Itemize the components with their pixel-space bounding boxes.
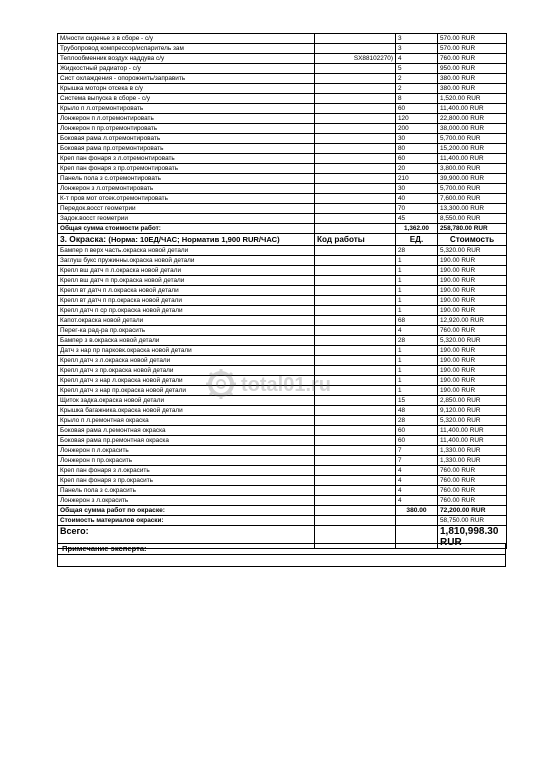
body-work-code: [315, 184, 396, 194]
body-work-operation: Боковая рама л.отремонтировать: [58, 134, 315, 144]
estimate-table: [57, 33, 507, 549]
body-work-units: 5: [396, 64, 438, 74]
body-work-row: [58, 174, 507, 184]
paint-work-operation: Бампер п верх часть.окраска новой детали: [58, 246, 315, 256]
paint-work-units: 4: [396, 476, 438, 486]
body-work-cost: 760.00 RUR: [438, 54, 507, 64]
body-work-code: [315, 134, 396, 144]
paint-work-operation: Перег-ка рад-ра пр.окрасить: [58, 326, 315, 336]
paint-work-units: 15: [396, 396, 438, 406]
paint-work-units: 4: [396, 486, 438, 496]
body-work-units: 60: [396, 104, 438, 114]
body-work-code: [315, 104, 396, 114]
paint-work-row: [58, 456, 507, 466]
col-code-header: Код работы: [315, 234, 396, 246]
body-work-cost: 570.00 RUR: [438, 44, 507, 54]
paint-work-row: [58, 276, 507, 286]
paint-work-row: [58, 426, 507, 436]
body-work-cost: 5,700.00 RUR: [438, 134, 507, 144]
body-work-operation: Система выпуска в сборе - с/у: [58, 94, 315, 104]
paint-work-units: 1: [396, 386, 438, 396]
paint-work-cost: 190.00 RUR: [438, 266, 507, 276]
paint-work-operation: Креп пан фонаря з пр.окрасить: [58, 476, 315, 486]
paint-work-code: [315, 496, 396, 506]
paint-work-units: 1: [396, 256, 438, 266]
body-work-cost: 15,200.00 RUR: [438, 144, 507, 154]
paint-work-code: [315, 326, 396, 336]
paint-work-units: 1: [396, 266, 438, 276]
body-work-code: [315, 204, 396, 214]
body-work-units: 210: [396, 174, 438, 184]
body-work-row: [58, 214, 507, 224]
paint-work-row: [58, 436, 507, 446]
section3-title-cell: [58, 234, 315, 246]
body-work-row: [58, 144, 507, 154]
paint-work-row: [58, 476, 507, 486]
paint-work-row: [58, 336, 507, 346]
paint-work-units: 60: [396, 436, 438, 446]
paint-work-cost: 760.00 RUR: [438, 476, 507, 486]
paint-work-units: 1: [396, 276, 438, 286]
paint-work-units: 48: [396, 406, 438, 416]
paint-work-row: [58, 486, 507, 496]
body-work-code: [315, 174, 396, 184]
body-work-cost: 5,700.00 RUR: [438, 184, 507, 194]
body-work-units: 2: [396, 74, 438, 84]
paint-work-operation: Лонжерон п пр.окрасить: [58, 456, 315, 466]
body-work-operation: Теплообменник воздух наддува с/у: [58, 54, 315, 64]
paint-work-operation: Крепл датч з нар л.окраска новой детали: [58, 376, 315, 386]
body-work-operation: Боковая рама пр.отремонтировать: [58, 144, 315, 154]
paint-work-code: [315, 426, 396, 436]
paint-work-row: [58, 406, 507, 416]
body-work-operation: Лонжерон п пр.отремонтировать: [58, 124, 315, 134]
subtotal-paint-label: Общая сумма работ по окраске:: [58, 506, 315, 516]
paint-work-cost: 760.00 RUR: [438, 466, 507, 476]
body-work-row: [58, 134, 507, 144]
body-work-units: 20: [396, 164, 438, 174]
body-work-row: [58, 44, 507, 54]
paint-work-row: [58, 446, 507, 456]
paint-work-cost: 2,850.00 RUR: [438, 396, 507, 406]
materials-cost: 58,750.00 RUR: [438, 516, 507, 526]
materials-code: [315, 516, 396, 526]
paint-work-operation: Датч з нар пр парковк.окраска новой детали: [58, 346, 315, 356]
paint-work-operation: Крепл вт датч п л.окраска новой детали: [58, 286, 315, 296]
paint-work-code: [315, 386, 396, 396]
paint-work-code: [315, 416, 396, 426]
paint-work-operation: Бампер з в.окраска новой детали: [58, 336, 315, 346]
body-work-operation: Лонжерон п л.отремонтировать: [58, 114, 315, 124]
paint-work-operation: Лонжерон з л.окрасить: [58, 496, 315, 506]
body-work-cost: 3,800.00 RUR: [438, 164, 507, 174]
body-work-row: [58, 54, 507, 64]
paint-work-cost: 190.00 RUR: [438, 356, 507, 366]
body-work-units: 70: [396, 204, 438, 214]
body-work-cost: 570.00 RUR: [438, 34, 507, 44]
body-work-row: [58, 184, 507, 194]
paint-work-cost: 9,120.00 RUR: [438, 406, 507, 416]
paint-work-cost: 760.00 RUR: [438, 486, 507, 496]
section3-title: 3. Окраска:: [60, 234, 107, 244]
body-work-operation: Трубопровод компрессор/испаритель зам: [58, 44, 315, 54]
subtotal-body-row: [58, 224, 507, 234]
body-work-units: 200: [396, 124, 438, 134]
paint-work-row: [58, 266, 507, 276]
body-work-units: 30: [396, 134, 438, 144]
body-work-units: 3: [396, 34, 438, 44]
paint-work-units: 28: [396, 416, 438, 426]
paint-work-code: [315, 286, 396, 296]
body-work-cost: 7,600.00 RUR: [438, 194, 507, 204]
paint-work-operation: Заглуш букс пружинны.окраска новой детали: [58, 256, 315, 266]
paint-work-row: [58, 316, 507, 326]
paint-work-code: [315, 336, 396, 346]
subtotal-paint-row: [58, 506, 507, 516]
col-cost-header: Стоимость: [438, 234, 507, 246]
body-work-code: [315, 114, 396, 124]
paint-work-row: [58, 306, 507, 316]
body-work-cost: 11,400.00 RUR: [438, 154, 507, 164]
paint-work-code: [315, 306, 396, 316]
body-work-cost: 13,300.00 RUR: [438, 204, 507, 214]
materials-units: [396, 516, 438, 526]
paint-work-row: [58, 286, 507, 296]
section3-header-row: [58, 234, 507, 246]
body-work-operation: Жидкостный радиатор - с/у: [58, 64, 315, 74]
body-work-row: [58, 104, 507, 114]
expert-note-body: [58, 555, 506, 567]
body-work-row: [58, 124, 507, 134]
paint-work-row: [58, 246, 507, 256]
paint-work-row: [58, 296, 507, 306]
paint-work-operation: Крышка багажника.окраска новой детали: [58, 406, 315, 416]
grand-total-label: Всего:: [58, 526, 315, 549]
paint-work-code: [315, 396, 396, 406]
paint-work-row: [58, 366, 507, 376]
materials-row: [58, 516, 507, 526]
paint-work-units: 7: [396, 456, 438, 466]
paint-work-code: [315, 356, 396, 366]
paint-work-operation: Капот.окраска новой детали: [58, 316, 315, 326]
body-work-cost: 380.00 RUR: [438, 84, 507, 94]
paint-work-code: [315, 266, 396, 276]
paint-work-operation: Крепл вш датч п л.окраска новой детали: [58, 266, 315, 276]
body-work-code: [315, 164, 396, 174]
paint-work-cost: 11,400.00 RUR: [438, 426, 507, 436]
body-work-units: 3: [396, 44, 438, 54]
body-work-code: [315, 44, 396, 54]
paint-work-units: 28: [396, 246, 438, 256]
paint-work-cost: 190.00 RUR: [438, 346, 507, 356]
grand-total-value: 1,810,998.30 RUR: [438, 526, 507, 549]
paint-work-units: 1: [396, 356, 438, 366]
body-work-row: [58, 154, 507, 164]
body-work-cost: 380.00 RUR: [438, 74, 507, 84]
paint-work-code: [315, 446, 396, 456]
body-work-code: [315, 194, 396, 204]
subtotal-paint-cost: 72,200.00 RUR: [438, 506, 507, 516]
paint-work-units: 4: [396, 326, 438, 336]
paint-work-row: [58, 466, 507, 476]
col-units-header: ЕД.: [396, 234, 438, 246]
body-work-cost: 1,520.00 RUR: [438, 94, 507, 104]
paint-work-units: 60: [396, 426, 438, 436]
body-work-code: SX88102270): [315, 54, 396, 64]
paint-work-cost: 1,330.00 RUR: [438, 446, 507, 456]
body-work-code: [315, 94, 396, 104]
paint-work-units: 1: [396, 366, 438, 376]
paint-works-section: [58, 246, 507, 506]
paint-work-units: 7: [396, 446, 438, 456]
subtotal-body-code: [315, 224, 396, 234]
watermark-text: total01.ru: [241, 374, 332, 396]
paint-work-code: [315, 296, 396, 306]
body-work-cost: 38,000.00 RUR: [438, 124, 507, 134]
paint-work-units: 28: [396, 336, 438, 346]
body-work-row: [58, 84, 507, 94]
paint-work-units: 1: [396, 296, 438, 306]
paint-work-code: [315, 406, 396, 416]
body-work-operation: М/ности сиденье з в сборе - с/у: [58, 34, 315, 44]
paint-work-cost: 190.00 RUR: [438, 276, 507, 286]
section3-norm: (Норма: 10ЕД/ЧАС; Норматив 1,900 RUR/ЧАС): [108, 235, 280, 244]
body-work-operation: Панель пола з с.отремонтировать: [58, 174, 315, 184]
subtotal-body-cost: 258,780.00 RUR: [438, 224, 507, 234]
body-work-units: 2: [396, 84, 438, 94]
body-work-cost: 8,550.00 RUR: [438, 214, 507, 224]
paint-work-operation: Боковая рама пр.ремонтная окраска: [58, 436, 315, 446]
body-work-cost: 950.00 RUR: [438, 64, 507, 74]
body-work-row: [58, 64, 507, 74]
body-work-units: 45: [396, 214, 438, 224]
paint-work-cost: 190.00 RUR: [438, 256, 507, 266]
paint-work-units: 68: [396, 316, 438, 326]
subtotal-body-units: 1,362.00: [396, 224, 438, 234]
paint-work-code: [315, 456, 396, 466]
body-work-operation: Крыло п л.отремонтировать: [58, 104, 315, 114]
paint-work-code: [315, 466, 396, 476]
body-work-operation: Креп пан фонаря з л.отремонтировать: [58, 154, 315, 164]
body-work-code: [315, 214, 396, 224]
body-work-units: 120: [396, 114, 438, 124]
body-work-cost: 11,400.00 RUR: [438, 104, 507, 114]
paint-work-cost: 5,320.00 RUR: [438, 336, 507, 346]
body-work-operation: К-т пров мот отсек.отремонтировать: [58, 194, 315, 204]
body-work-operation: Передок.восст геометрии: [58, 204, 315, 214]
subtotal-paint-code: [315, 506, 396, 516]
paint-work-row: [58, 256, 507, 266]
body-work-operation: Крышка моторн отсека в с/у: [58, 84, 315, 94]
body-work-code: [315, 154, 396, 164]
paint-work-operation: Крепл вт датч п пр.окраска новой детали: [58, 296, 315, 306]
paint-work-operation: Крепл датч з пр.окраска новой детали: [58, 366, 315, 376]
body-work-operation: Креп пан фонаря з пр.отремонтировать: [58, 164, 315, 174]
body-work-operation: Сист охлаждения - опорожнить/заправить: [58, 74, 315, 84]
body-work-operation: Задок.восст геометрии: [58, 214, 315, 224]
subtotal-body-label: Общая сумма стоимости работ:: [58, 224, 315, 234]
body-work-row: [58, 204, 507, 214]
body-work-operation: Лонжерон з л.отремонтировать: [58, 184, 315, 194]
body-work-units: 60: [396, 154, 438, 164]
paint-work-operation: Лонжерон п л.окрасить: [58, 446, 315, 456]
paint-work-units: 1: [396, 306, 438, 316]
body-work-code: [315, 124, 396, 134]
body-work-row: [58, 74, 507, 84]
paint-work-code: [315, 476, 396, 486]
paint-work-row: [58, 326, 507, 336]
paint-work-cost: 190.00 RUR: [438, 376, 507, 386]
expert-note-table: [57, 543, 506, 567]
paint-work-cost: 5,320.00 RUR: [438, 416, 507, 426]
paint-work-code: [315, 276, 396, 286]
paint-work-operation: Креп пан фонаря з л.окрасить: [58, 466, 315, 476]
paint-work-code: [315, 256, 396, 266]
paint-work-row: [58, 386, 507, 396]
materials-label: Стоимость материалов окраски:: [58, 516, 315, 526]
body-work-cost: 22,800.00 RUR: [438, 114, 507, 124]
body-work-units: 40: [396, 194, 438, 204]
body-work-code: [315, 74, 396, 84]
body-work-row: [58, 34, 507, 44]
paint-work-cost: 190.00 RUR: [438, 296, 507, 306]
paint-work-code: [315, 366, 396, 376]
paint-work-row: [58, 346, 507, 356]
paint-work-code: [315, 436, 396, 446]
paint-work-cost: 190.00 RUR: [438, 366, 507, 376]
paint-work-operation: Крепл датч з нар пр.окраска новой детали: [58, 386, 315, 396]
body-works-section: [58, 34, 507, 224]
paint-work-cost: 190.00 RUR: [438, 386, 507, 396]
paint-work-units: 1: [396, 286, 438, 296]
paint-work-units: 1: [396, 346, 438, 356]
paint-work-cost: 12,920.00 RUR: [438, 316, 507, 326]
paint-work-operation: Крыло п л.ремонтная окраска: [58, 416, 315, 426]
paint-work-cost: 760.00 RUR: [438, 496, 507, 506]
body-work-code: [315, 34, 396, 44]
body-work-units: 8: [396, 94, 438, 104]
body-work-cost: 39,900.00 RUR: [438, 174, 507, 184]
paint-work-operation: Крепл вш датч п пр.окраска новой детали: [58, 276, 315, 286]
paint-work-operation: Крепл датч п ср пр.окраска новой детали: [58, 306, 315, 316]
body-work-units: 80: [396, 144, 438, 154]
paint-work-units: 4: [396, 496, 438, 506]
body-work-row: [58, 94, 507, 104]
paint-work-row: [58, 416, 507, 426]
paint-work-operation: Щиток задка.окраска новой детали: [58, 396, 315, 406]
paint-work-cost: 11,400.00 RUR: [438, 436, 507, 446]
paint-work-units: 1: [396, 376, 438, 386]
paint-work-code: [315, 376, 396, 386]
paint-work-code: [315, 486, 396, 496]
paint-work-row: [58, 496, 507, 506]
body-work-row: [58, 114, 507, 124]
body-work-row: [58, 194, 507, 204]
paint-work-cost: 760.00 RUR: [438, 326, 507, 336]
paint-work-units: 4: [396, 466, 438, 476]
paint-work-row: [58, 356, 507, 366]
body-work-units: 30: [396, 184, 438, 194]
paint-work-cost: 5,320.00 RUR: [438, 246, 507, 256]
body-work-row: [58, 164, 507, 174]
paint-work-operation: Боковая рама л.ремонтная окраска: [58, 426, 315, 436]
paint-work-code: [315, 316, 396, 326]
body-work-code: [315, 64, 396, 74]
paint-work-cost: 1,330.00 RUR: [438, 456, 507, 466]
paint-work-operation: Панель пола з с.окрасить: [58, 486, 315, 496]
paint-work-row: [58, 376, 507, 386]
body-work-code: [315, 84, 396, 94]
paint-work-code: [315, 246, 396, 256]
paint-work-operation: Крепл датч з л.окраска новой детали: [58, 356, 315, 366]
body-work-units: 4: [396, 54, 438, 64]
paint-work-cost: 190.00 RUR: [438, 286, 507, 296]
paint-work-row: [58, 396, 507, 406]
paint-work-code: [315, 346, 396, 356]
expert-note-label: Примечание эксперта:: [58, 544, 506, 555]
subtotal-paint-units: 380.00: [396, 506, 438, 516]
body-work-code: [315, 144, 396, 154]
paint-work-cost: 190.00 RUR: [438, 306, 507, 316]
